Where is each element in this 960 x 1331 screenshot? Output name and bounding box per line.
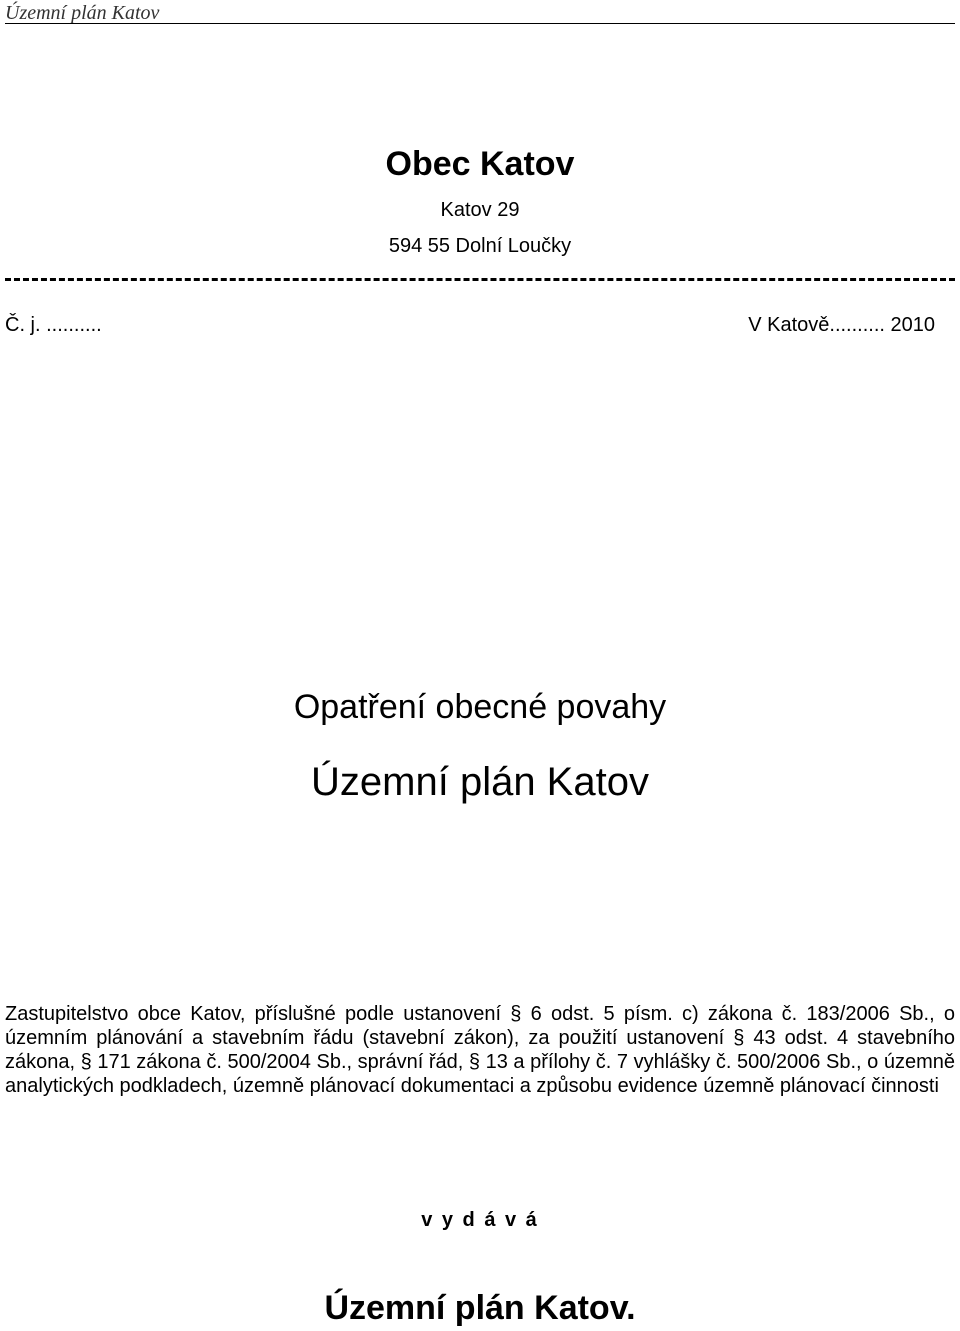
address-line-1: Katov 29: [440, 199, 520, 221]
final-title: Územní plán Katov.: [324, 1289, 636, 1327]
issue-verb: v y d á v á: [421, 1209, 539, 1231]
place-date: V Katově.......... 2010: [748, 314, 935, 336]
plan-title: Územní plán Katov: [311, 760, 649, 804]
header-rule: [5, 23, 955, 24]
organization-name: Obec Katov: [385, 145, 575, 183]
address-line-2: 594 55 Dolní Loučky: [388, 235, 572, 257]
body-paragraph-text: Zastupitelstvo obce Katov, příslušné podle ustanovení § 6 odst. 5 písm. c) zákona č. 183/2006 Sb., o územním plánování a stavebním řádu (stavební zákon), za použití ustanovení § 43 odst. 4 stavebního zákona, § 171 zákona č. 500/2004 Sb., správní řád, § 13 a přílohy č. 7 vyhlášky č. 500/2006 Sb., o územně analytických podkladech, územně plánovací dokumentaci a způsobu evidence územně plánovací činnosti: [5, 1003, 955, 1097]
running-header: Územní plán Katov: [5, 2, 160, 24]
dashed-separator: [5, 278, 955, 281]
body-paragraph: [5, 1002, 955, 1098]
reference-number: Č. j. ..........: [5, 314, 102, 336]
measure-title: Opatření obecné povahy: [293, 688, 667, 726]
